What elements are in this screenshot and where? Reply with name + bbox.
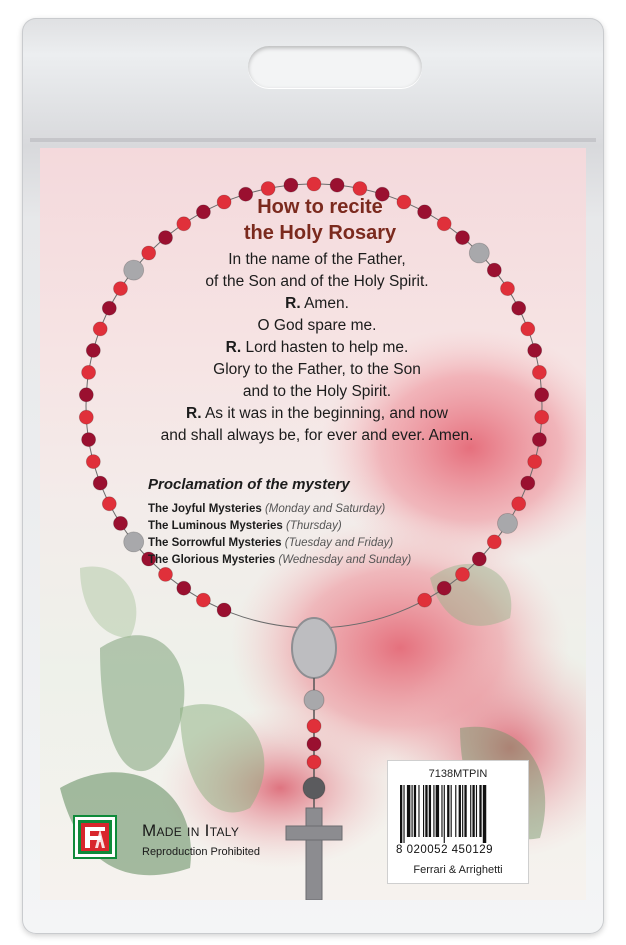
card-title-line1: How to recite <box>257 196 383 218</box>
barcode-bar <box>455 785 456 837</box>
ean-number: 8 020052 450129 <box>396 844 494 856</box>
prayer-response <box>80 294 554 314</box>
barcode-icon <box>398 785 518 843</box>
mystery-item <box>148 536 393 551</box>
made-in-italy: Made in Italy <box>142 821 240 840</box>
rosary-bead-large <box>124 532 144 552</box>
prayer-line: In the name of the Father, <box>228 251 406 268</box>
barcode-bar <box>464 785 466 837</box>
rosary-bead <box>437 581 451 595</box>
barcode-bar <box>462 785 463 837</box>
rosary-bead <box>487 535 501 549</box>
barcode-bar <box>472 785 474 837</box>
mystery-item <box>148 519 342 534</box>
rosary-bead <box>159 567 173 581</box>
barcode-bar <box>423 785 424 837</box>
rosary-bead <box>102 497 116 511</box>
mystery-name: The Sorrowful Mysteries <box>148 537 282 549</box>
rosary-bead <box>330 178 344 192</box>
response-text: Amen. <box>300 295 349 312</box>
prayer-line: and shall always be, for ever and ever. Amen. <box>160 427 474 444</box>
barcode-bar <box>483 785 486 843</box>
mystery-item <box>148 502 385 517</box>
barcode-bar <box>412 785 413 837</box>
pendant-bead <box>307 755 321 769</box>
mystery-days: (Wednesday and Sunday) <box>278 554 412 566</box>
pendant-bead <box>303 777 325 799</box>
hang-hole <box>248 46 422 88</box>
mystery-name: The Joyful Mysteries <box>148 503 262 515</box>
rosary-bead <box>353 182 367 196</box>
pendant-bead <box>307 737 321 751</box>
barcode-bar <box>447 785 449 837</box>
reproduction-notice: Reproduction Prohibited <box>142 846 261 858</box>
prayer-line: O God spare me. <box>257 317 377 334</box>
rosary-bead <box>86 455 100 469</box>
response-label: R. <box>285 295 301 312</box>
rosary-bead <box>159 231 173 245</box>
barcode-bar <box>425 785 427 837</box>
rosary-bead <box>177 581 191 595</box>
barcode-bar <box>407 785 410 837</box>
barcode-bar <box>459 785 461 837</box>
prayer-line: and to the Holy Spirit. <box>242 383 392 400</box>
brand-name: Ferrari & Arrighetti <box>413 864 503 876</box>
mystery-name: The Glorious Mysteries <box>148 554 276 566</box>
response-label: R. <box>186 405 202 422</box>
rosary-bead <box>284 178 298 192</box>
rosary-bead <box>528 455 542 469</box>
response-text: As it was in the beginning, and now <box>201 405 448 422</box>
rosary-bead <box>114 516 128 530</box>
rosary-bead <box>418 593 432 607</box>
barcode-bar <box>429 785 431 837</box>
barcode-bar <box>441 785 442 837</box>
prayer-line: of the Son and of the Holy Spirit. <box>205 273 429 290</box>
fa-publisher-logo <box>73 815 117 859</box>
pendant-bead <box>304 690 324 710</box>
rosary-bead <box>217 603 231 617</box>
rosary-bead <box>196 593 210 607</box>
prayer-response <box>80 338 554 358</box>
rosary-bead <box>307 177 321 191</box>
prayer-line: Glory to the Father, to the Son <box>213 361 421 378</box>
product-sku: 7138MTPIN <box>428 768 488 780</box>
rosary-bead <box>521 476 535 490</box>
barcode-bar <box>418 785 419 837</box>
rosary-bead <box>261 182 275 196</box>
mystery-days: (Tuesday and Friday) <box>284 537 394 549</box>
response-text: Lord hasten to help me. <box>241 339 409 356</box>
rosary-bead <box>472 552 486 566</box>
prayer-response <box>80 404 554 424</box>
rosary-bead <box>93 476 107 490</box>
barcode-bar <box>436 785 439 837</box>
card-title-line2: the Holy Rosary <box>243 222 397 244</box>
barcode-bar <box>479 785 481 837</box>
rosary-bead <box>456 567 470 581</box>
barcode-bar <box>400 785 402 843</box>
response-label: R. <box>225 339 242 356</box>
proclamation-heading: Proclamation of the mystery <box>148 476 350 493</box>
barcode-bar <box>414 785 416 837</box>
rosary-centerpiece <box>292 618 336 678</box>
mystery-days: (Thursday) <box>286 520 342 532</box>
rosary-bead <box>512 497 526 511</box>
rosary-bead-large <box>498 513 518 533</box>
mystery-item <box>148 553 411 568</box>
barcode-bar <box>451 785 452 837</box>
barcode-bar <box>476 785 477 837</box>
barcode-sticker <box>387 760 529 884</box>
pendant-bead <box>307 719 321 733</box>
barcode-bar <box>433 785 434 837</box>
mystery-days: (Monday and Saturday) <box>264 503 386 515</box>
barcode-bar <box>470 785 471 837</box>
blister-seal-edge <box>30 138 596 142</box>
barcode-bar <box>444 785 445 843</box>
barcode-bar <box>403 785 404 843</box>
mystery-name: The Luminous Mysteries <box>148 520 283 532</box>
